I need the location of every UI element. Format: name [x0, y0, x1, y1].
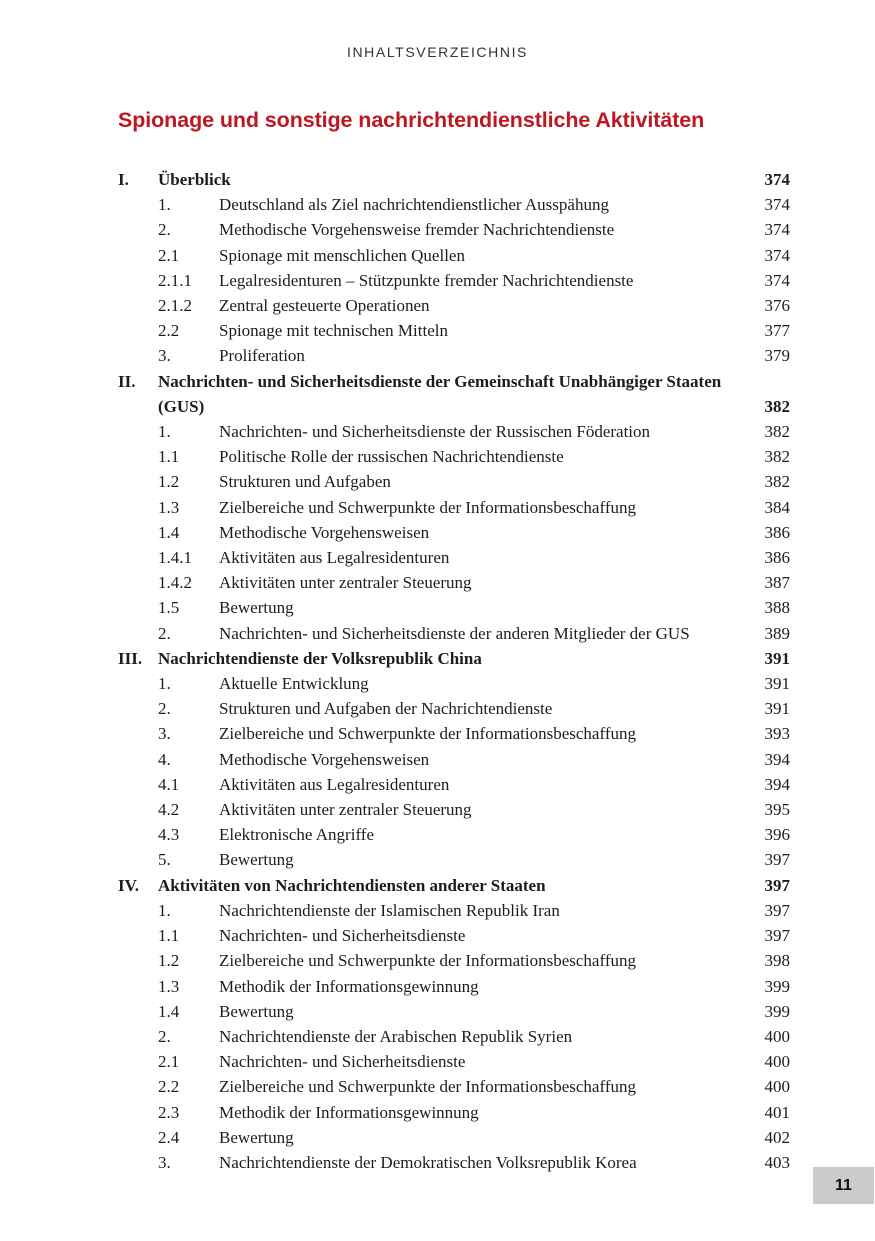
- toc-entry-page: 398: [764, 951, 790, 971]
- toc-entry: [118, 898, 790, 923]
- toc-entry-title: Bewertung: [219, 1001, 294, 1021]
- toc-entry-page: 388: [764, 598, 790, 618]
- toc-entry-page: 374: [764, 220, 790, 240]
- toc-entry-title: Zentral gesteuerte Operationen: [219, 296, 430, 316]
- toc-entry: [118, 1150, 790, 1175]
- toc-entry-title: Nachrichten- und Sicherheitsdienste der Russischen Föderation: [219, 422, 651, 442]
- toc-entry-number: 1.1: [158, 926, 180, 946]
- toc-entry-title: Zielbereiche und Schwerpunkte der Informationsbeschaffung: [219, 497, 636, 517]
- toc-list: [118, 167, 790, 1175]
- toc-entry-page: 382: [764, 447, 790, 467]
- toc-entry-page: 397: [764, 875, 790, 895]
- toc-entry-title: Bewertung: [219, 598, 294, 618]
- toc-entry: [118, 595, 790, 620]
- toc-entry-number: I.: [118, 170, 129, 189]
- toc-entry-title: Zielbereiche und Schwerpunkte der Informationsbeschaffung: [219, 951, 636, 971]
- toc-entry-title: Elektronische Angriffe: [219, 825, 375, 845]
- toc-entry-number: 2.4: [158, 1127, 180, 1147]
- toc-entry: [118, 293, 790, 318]
- toc-entry-page: 393: [764, 724, 790, 744]
- toc-entry-page: 376: [764, 296, 790, 316]
- toc-entry-page: 374: [764, 270, 790, 290]
- toc-entry-page: 384: [764, 497, 790, 517]
- toc-entry: [118, 646, 790, 671]
- toc-entry-number: 5.: [158, 850, 171, 870]
- toc-entry: [118, 1074, 790, 1099]
- toc-entry-number: 2.: [158, 1026, 171, 1046]
- toc-entry: [118, 797, 790, 822]
- toc-entry-title: Methodische Vorgehensweise fremder Nachrichtendienste: [219, 220, 615, 240]
- toc-entry: [118, 1049, 790, 1074]
- toc-entry-title: Überblick: [158, 170, 231, 189]
- toc-entry-number: 2.3: [158, 1102, 180, 1122]
- toc-entry-page: 379: [764, 346, 790, 366]
- toc-entry-title: Aktivitäten unter zentraler Steuerung: [219, 573, 472, 593]
- toc-entry: [118, 217, 790, 242]
- toc-entry-number: 2.1.1: [158, 270, 192, 290]
- toc-entry: [118, 671, 790, 696]
- toc-entry-title: Nachrichtendienste der Islamischen Republik Iran: [219, 900, 560, 920]
- toc-entry-title: Aktivitäten unter zentraler Steuerung: [219, 800, 472, 820]
- toc-entry: [118, 696, 790, 721]
- toc-entry-number: 1.5: [158, 598, 180, 618]
- toc-entry-title: Politische Rolle der russischen Nachrichtendienste: [219, 447, 564, 467]
- toc-entry: [118, 495, 790, 520]
- toc-entry-number: 1.2: [158, 472, 180, 492]
- toc-entry-number: 2.: [158, 623, 171, 643]
- toc-entry-number: 1.: [158, 422, 171, 442]
- toc-entry-number: 1.3: [158, 497, 180, 517]
- toc-entry: [118, 369, 790, 419]
- toc-entry-title: Deutschland als Ziel nachrichtendienstlicher Ausspähung: [219, 195, 609, 215]
- toc-entry-title: Legalresidenturen – Stützpunkte fremder Nachrichtendienste: [219, 270, 634, 290]
- toc-entry: [118, 444, 790, 469]
- toc-entry-number: 1.2: [158, 951, 180, 971]
- toc-entry: [118, 873, 790, 898]
- toc-entry-title: Bewertung: [219, 850, 294, 870]
- toc-entry: [118, 469, 790, 494]
- toc-entry-page: 391: [764, 674, 790, 694]
- toc-entry: [118, 772, 790, 797]
- toc-entry-title: Methodik der Informationsgewinnung: [219, 976, 479, 996]
- toc-entry-page: 397: [764, 900, 790, 920]
- toc-entry: [118, 1100, 790, 1125]
- toc-entry-page: 382: [764, 422, 790, 442]
- toc-entry-title: Strukturen und Aufgaben der Nachrichtendienste: [219, 699, 553, 719]
- toc-entry-title: Methodische Vorgehensweisen: [219, 749, 430, 769]
- toc-entry-page: 395: [764, 800, 790, 820]
- toc-entry: [118, 343, 790, 368]
- toc-entry-number: 2.2: [158, 1077, 180, 1097]
- toc-entry-number: 1.4: [158, 1001, 180, 1021]
- toc-entry-number: 1.: [158, 195, 171, 215]
- toc-entry-page: 399: [764, 976, 790, 996]
- toc-entry-page: 400: [764, 1077, 790, 1097]
- toc-entry: [118, 318, 790, 343]
- toc-entry-page: 377: [764, 321, 790, 341]
- toc-entry: [118, 999, 790, 1024]
- toc-entry-number: 1.4: [158, 522, 180, 542]
- toc-entry-page: 396: [764, 825, 790, 845]
- toc-entry-number: 2.1: [158, 245, 180, 265]
- toc-entry-number: 1.1: [158, 447, 180, 467]
- toc-entry: [118, 268, 790, 293]
- toc-entry-page: 394: [764, 749, 790, 769]
- running-header: INHALTSVERZEICHNIS: [346, 44, 528, 60]
- toc-entry-title: Spionage mit menschlichen Quellen: [219, 245, 465, 265]
- section-title: Spionage und sonstige nachrichtendienstliche Aktivitäten: [118, 108, 705, 132]
- toc-entry-page: 374: [764, 195, 790, 215]
- toc-entry-title: Zielbereiche und Schwerpunkte der Informationsbeschaffung: [219, 724, 636, 744]
- toc-entry-page: 400: [764, 1052, 790, 1072]
- toc-entry: [118, 1024, 790, 1049]
- toc-entry-title: Nachrichtendienste der Arabischen Republik Syrien: [219, 1026, 573, 1046]
- toc-entry: [118, 520, 790, 545]
- toc-entry-title: Nachrichten- und Sicherheitsdienste: [219, 926, 466, 946]
- toc-entry: [118, 545, 790, 570]
- toc-entry: [118, 747, 790, 772]
- toc-entry-title: Methodik der Informationsgewinnung: [219, 1102, 479, 1122]
- toc-entry-number: 4.3: [158, 825, 180, 845]
- page-number-badge: [813, 1167, 874, 1204]
- toc-entry-page: 391: [764, 648, 790, 668]
- toc-entry: [118, 923, 790, 948]
- toc-entry: [118, 167, 790, 192]
- toc-entry-page: 402: [764, 1127, 790, 1147]
- toc-entry-title: Strukturen und Aufgaben: [219, 472, 391, 492]
- toc-entry-page: 400: [764, 1026, 790, 1046]
- toc-entry-number: 4.1: [158, 774, 180, 794]
- page-number: 11: [835, 1176, 852, 1194]
- toc-entry-page: 386: [764, 522, 790, 542]
- toc-entry-number: 1.3: [158, 976, 180, 996]
- toc-entry-title: Nachrichtendienste der Volksrepublik China: [158, 648, 482, 668]
- toc-entry-number: 2.1: [158, 1052, 180, 1072]
- toc-entry-title: Aktivitäten von Nachrichtendiensten anderer Staaten: [158, 875, 546, 895]
- toc-entry-page: 394: [764, 774, 790, 794]
- toc-entry-page: 389: [764, 623, 790, 643]
- toc-entry-page: 391: [764, 699, 790, 719]
- toc-entry-title: Nachrichtendienste der Demokratischen Volksrepublik Korea: [219, 1152, 637, 1172]
- toc-entry-page: 403: [764, 1152, 790, 1172]
- toc-entry-page: 397: [764, 926, 790, 946]
- toc-entry: [118, 847, 790, 872]
- toc-entry: [118, 621, 790, 646]
- toc-entry: [118, 243, 790, 268]
- toc-entry-page: 386: [764, 548, 790, 568]
- toc-entry: [118, 192, 790, 217]
- toc-entry-title: Nachrichten- und Sicherheitsdienste der Gemeinschaft Unabhängiger Staaten (GUS): [158, 371, 722, 416]
- toc-entry-number: III.: [118, 648, 143, 668]
- toc-entry-page: 387: [764, 573, 790, 593]
- toc-entry-title: Proliferation: [219, 346, 305, 366]
- toc-entry-page: 401: [764, 1102, 790, 1122]
- toc-entry-number: 2.: [158, 220, 171, 240]
- toc-entry-title: Aktivitäten aus Legalresidenturen: [219, 548, 450, 568]
- toc-entry-number: 4.: [158, 749, 171, 769]
- toc-entry-title: Bewertung: [219, 1127, 294, 1147]
- toc-entry-title: Aktuelle Entwicklung: [219, 674, 369, 694]
- toc-entry-number: 3.: [158, 346, 171, 366]
- toc-entry-title: Spionage mit technischen Mitteln: [219, 321, 448, 341]
- toc-entry-title: Aktivitäten aus Legalresidenturen: [219, 774, 450, 794]
- toc-entry-number: 1.4.1: [158, 548, 192, 568]
- toc-entry: [118, 721, 790, 746]
- toc-entry-page: 374: [764, 170, 790, 189]
- toc-entry-page: 374: [764, 245, 790, 265]
- toc-entry: [118, 419, 790, 444]
- toc-entry: [118, 974, 790, 999]
- toc-entry-number: IV.: [118, 875, 139, 895]
- toc-entry-number: 2.: [158, 699, 171, 719]
- toc-entry: [118, 822, 790, 847]
- toc-entry-number: II.: [118, 371, 136, 391]
- toc-entry-number: 2.2: [158, 321, 180, 341]
- toc-entry-number: 1.4.2: [158, 573, 192, 593]
- toc-entry: [118, 570, 790, 595]
- toc-entry-page: 382: [764, 396, 790, 416]
- toc-entry-number: 3.: [158, 1152, 171, 1172]
- toc-entry-page: 399: [764, 1001, 790, 1021]
- toc-entry-number: 2.1.2: [158, 296, 192, 316]
- toc-entry-title: Nachrichten- und Sicherheitsdienste der anderen Mitglieder der GUS: [219, 623, 690, 643]
- toc-entry-number: 1.: [158, 674, 171, 694]
- toc-entry-number: 3.: [158, 724, 171, 744]
- toc-entry: [118, 1125, 790, 1150]
- toc-entry-title: Nachrichten- und Sicherheitsdienste: [219, 1052, 466, 1072]
- toc-entry-page: 382: [764, 472, 790, 492]
- toc-entry-number: 4.2: [158, 800, 180, 820]
- toc-entry-page: 397: [764, 850, 790, 870]
- toc-entry-number: 1.: [158, 900, 171, 920]
- toc-entry-title: Zielbereiche und Schwerpunkte der Informationsbeschaffung: [219, 1077, 636, 1097]
- toc-entry: [118, 948, 790, 973]
- toc-entry-title: Methodische Vorgehensweisen: [219, 522, 430, 542]
